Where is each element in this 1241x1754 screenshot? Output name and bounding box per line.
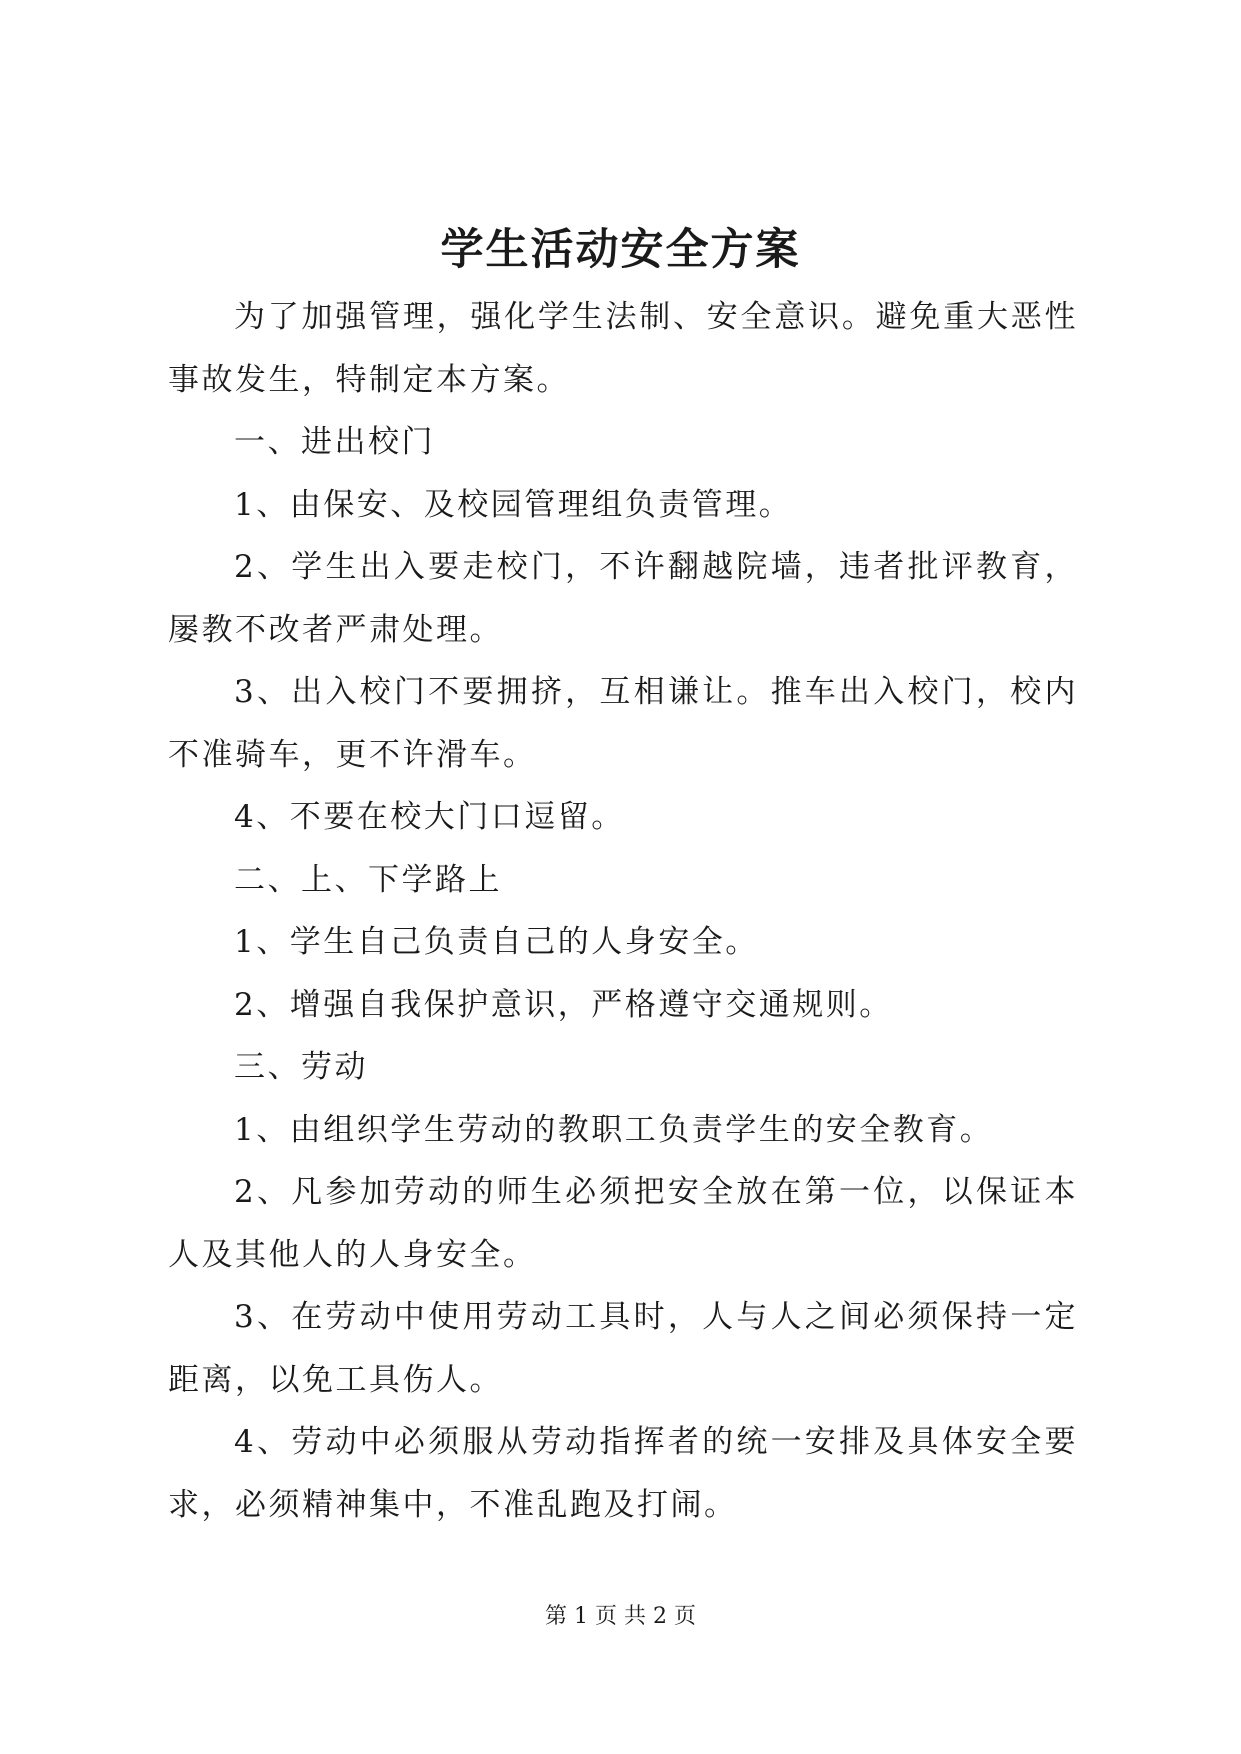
list-item: 1、由组织学生劳动的教职工负责学生的安全教育。: [234, 1111, 994, 1148]
list-item: 3、出入校门不要拥挤，互相谦让。推车出入校门，校内不准骑车，更不许滑车。: [168, 674, 1078, 773]
section-heading: 一、进出校门: [234, 424, 435, 460]
section-heading: 二、上、下学路上: [234, 861, 502, 898]
page-footer: 第 1 页 共 2 页: [545, 1604, 696, 1629]
intro-paragraph: 为了加强管理，强化学生法制、安全意识。避免重大恶性事故发生，特制定本方案。: [168, 299, 1078, 398]
list-item: 3、在劳动中使用劳动工具时，人与人之间必须保持一定距离，以免工具伤人。: [168, 1299, 1078, 1398]
list-item: 2、增强自我保护意识，严格遵守交通规则。: [234, 986, 893, 1023]
list-item: 1、由保安、及校园管理组负责管理。: [234, 486, 793, 523]
document-title: 学生活动安全方案: [440, 225, 801, 275]
list-item: 4、劳动中必须服从劳动指挥者的统一安排及具体安全要求，必须精神集中，不准乱跑及打闹。: [168, 1424, 1078, 1523]
list-item: 2、凡参加劳动的师生必须把安全放在第一位，以保证本人及其他人的人身安全。: [168, 1174, 1078, 1273]
section-heading: 三、劳动: [234, 1049, 368, 1085]
document-body: [168, 286, 1078, 1536]
list-item: 2、学生出入要走校门，不许翻越院墙，违者批评教育，屡教不改者严肃处理。: [168, 549, 1078, 648]
list-item: 4、不要在校大门口逗留。: [234, 799, 625, 835]
list-item: 1、学生自己负责自己的人身安全。: [234, 924, 759, 960]
